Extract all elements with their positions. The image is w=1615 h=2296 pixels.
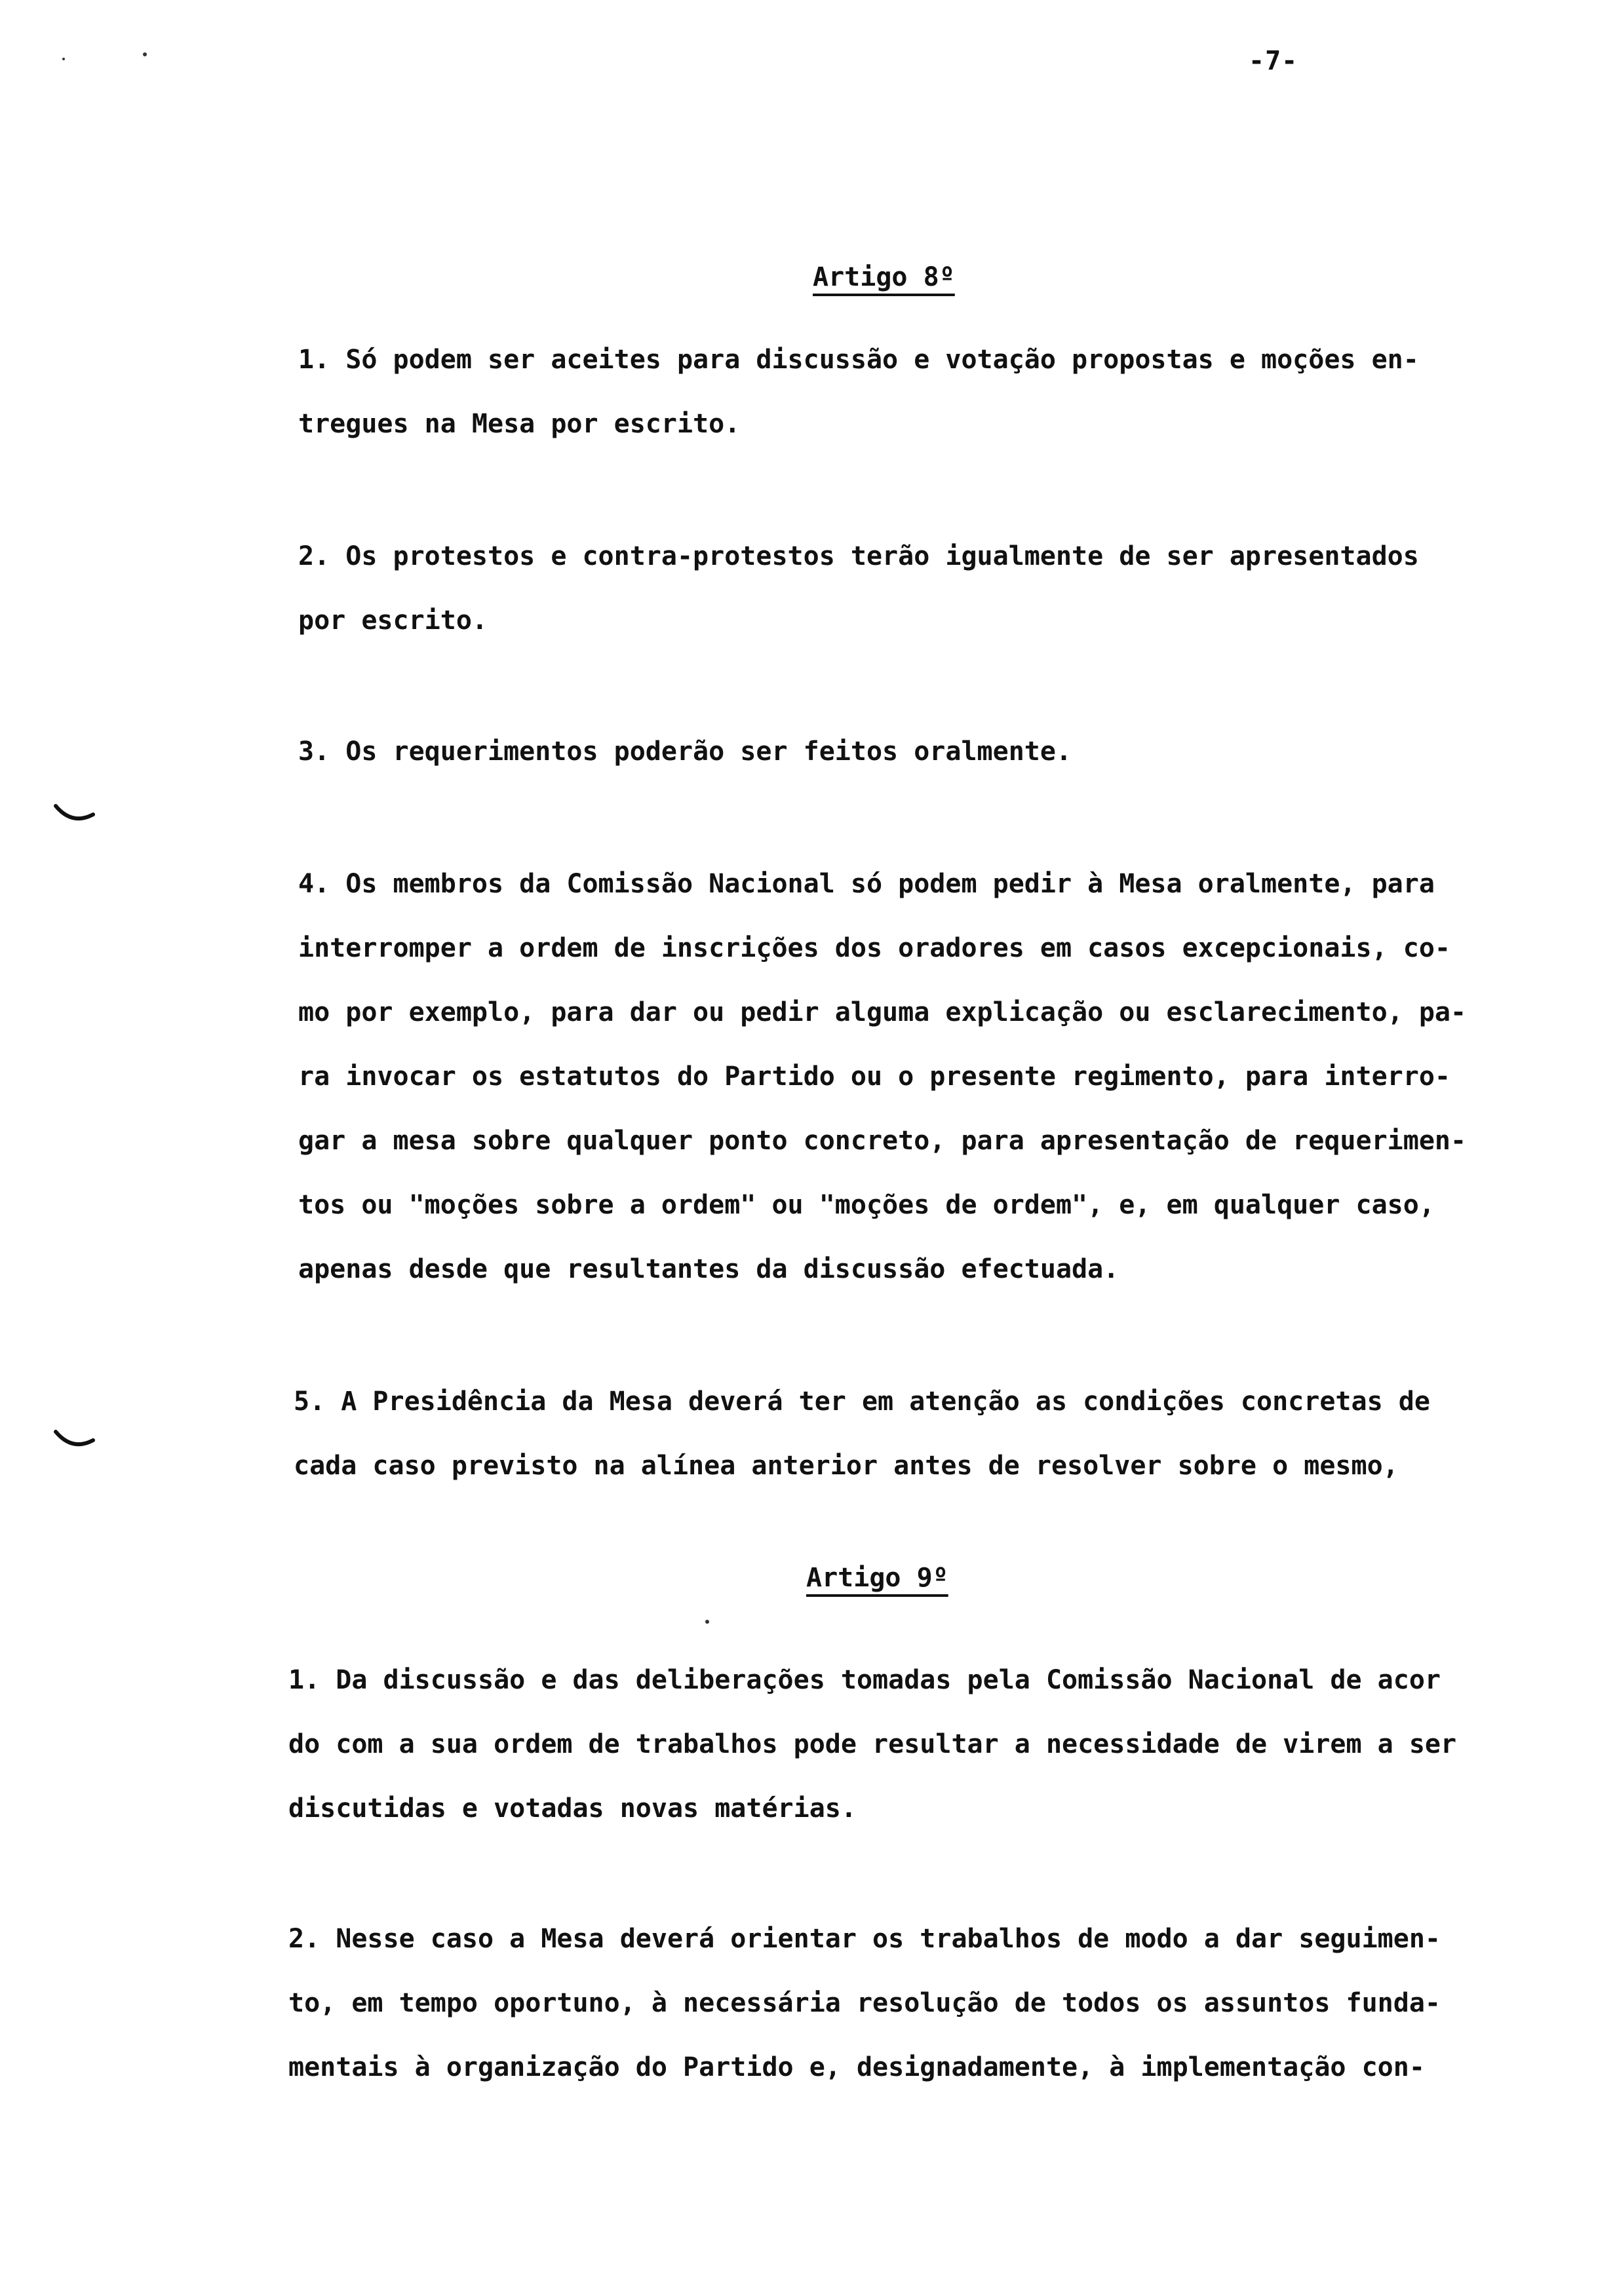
article-8-heading: Artigo 8º — [813, 262, 955, 292]
text-line: cada caso previsto na alínea anterior antes de resolver sobre o mesmo, — [294, 1451, 1399, 1481]
text-line: apenas desde que resultantes da discussão efectuada. — [298, 1254, 1119, 1284]
scan-speck — [705, 1620, 709, 1624]
punch-hole-mark — [52, 1428, 98, 1455]
text-line: 3. Os requerimentos poderão ser feitos oralmente. — [298, 737, 1072, 767]
text-line: 1. Da discussão e das deliberações tomadas pela Comissão Nacional de acor — [288, 1665, 1441, 1695]
text-line: mo por exemplo, para dar ou pedir alguma explicação ou esclarecimento, pa- — [298, 997, 1467, 1027]
article-8-paragraph-5 — [294, 1369, 1430, 1498]
text-line: 2. Nesse caso a Mesa deverá orientar os trabalhos de modo a dar seguimen- — [288, 1924, 1441, 1954]
article-8-paragraph-4 — [298, 852, 1466, 1301]
article-9-paragraph-2 — [288, 1907, 1441, 2099]
text-line: mentais à organização do Partido e, designadamente, à implementação con- — [288, 2052, 1425, 2082]
text-line: 2. Os protestos e contra-protestos terão igualmente de ser apresentados — [298, 541, 1419, 571]
text-line: interromper a ordem de inscrições dos oradores em casos excepcionais, co- — [298, 933, 1450, 963]
scan-speck — [62, 58, 65, 60]
text-line: 4. Os membros da Comissão Nacional só podem pedir à Mesa oralmente, para — [298, 869, 1435, 899]
text-line: 5. A Presidência da Mesa deverá ter em atenção as condições concretas de — [294, 1387, 1430, 1417]
text-line: do com a sua ordem de trabalhos pode resultar a necessidade de virem a ser — [288, 1729, 1457, 1759]
text-line: discutidas e votadas novas matérias. — [288, 1793, 857, 1824]
text-line: 1. Só podem ser aceites para discussão e votação propostas e moções en- — [298, 345, 1419, 375]
text-line: to, em tempo oportuno, à necessária resolução de todos os assuntos funda- — [288, 1988, 1441, 2018]
text-line: tregues na Mesa por escrito. — [298, 409, 741, 439]
text-line: gar a mesa sobre qualquer ponto concreto, para apresentação de requerimen- — [298, 1126, 1467, 1156]
scan-speck — [143, 52, 147, 56]
page-number: -7- — [1249, 46, 1298, 76]
punch-hole-mark — [52, 803, 98, 829]
article-8-paragraph-2 — [298, 524, 1419, 653]
article-9-paragraph-1 — [288, 1648, 1456, 1841]
text-line: ra invocar os estatutos do Partido ou o presente regimento, para interro- — [298, 1062, 1450, 1092]
article-8-paragraph-3 — [298, 719, 1072, 784]
article-9-heading: Artigo 9º — [806, 1563, 948, 1593]
article-8-paragraph-1 — [298, 328, 1419, 456]
text-line: tos ou "moções sobre a ordem" ou "moções de ordem", e, em qualquer caso, — [298, 1190, 1435, 1220]
text-line: por escrito. — [298, 605, 488, 636]
